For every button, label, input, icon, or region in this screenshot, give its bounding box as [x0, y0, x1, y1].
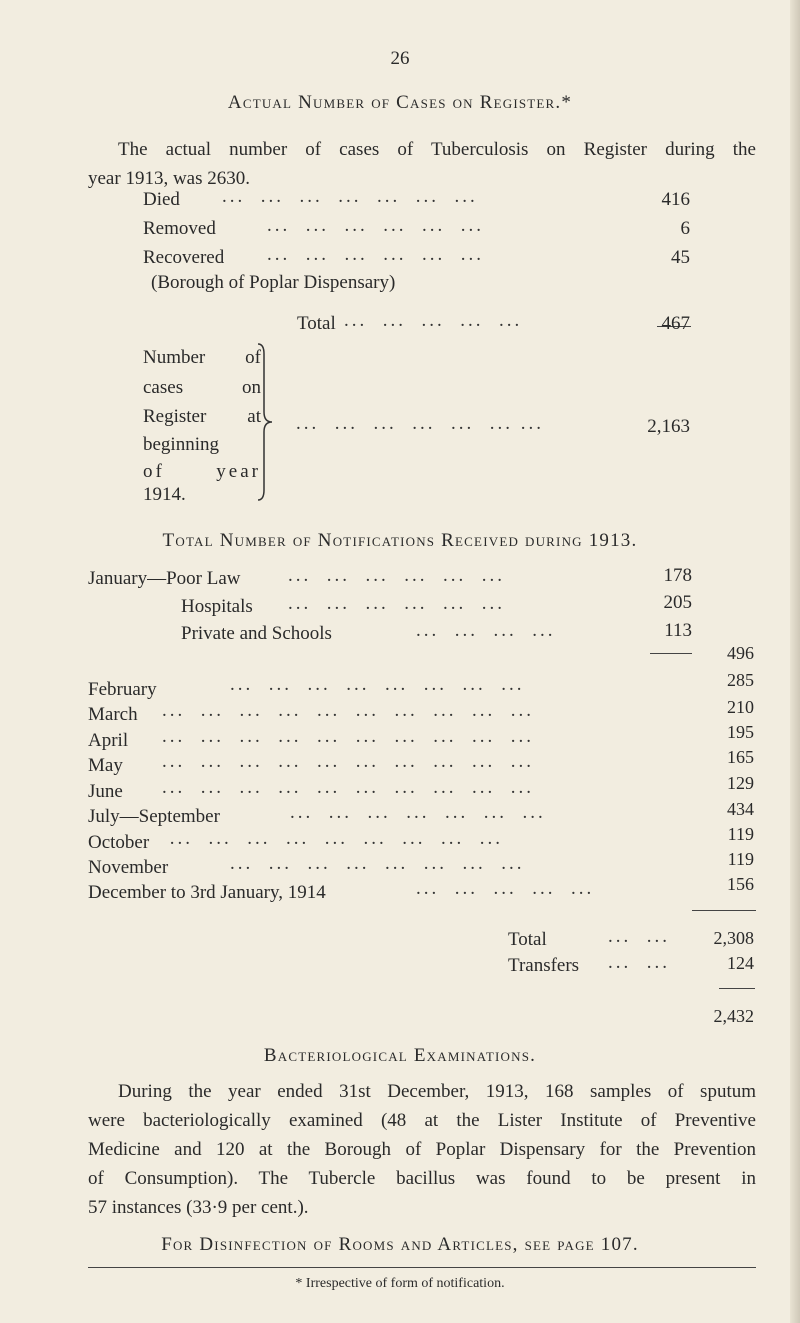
bacteriological-paragraph: During the year ended 31st December, 1913, 168 samples of sputum were bacteriologically examined (48 at the Lister Institute of Preventive Medicine and 120 at the Borough of Poplar Dispensary for the Prevention of Consumption). The Tubercle bacillus was found to be present in 57 instances (33·9 per cent.). [88, 1081, 756, 1218]
section-heading-bacteriological: Bacteriological Examinations. [263, 1045, 537, 1066]
grand-total: 2,432 [713, 1006, 754, 1026]
intro-line-1: The actual number of cases of Tuberculosis on Register during the [118, 139, 756, 160]
page-number: 26 [390, 48, 410, 69]
register-intro [88, 134, 756, 194]
recovered-note: (Borough of Poplar Dispensary) [151, 272, 396, 293]
footnote: * Irrespective of form of notification. [295, 1276, 505, 1291]
section-heading-register: Actual Number of Cases on Register.* [227, 92, 573, 113]
disinfection-note: For Disinfection of Rooms and Articles, see page 107. [161, 1234, 639, 1255]
intro-line-2: year 1913, was 2630. [88, 168, 250, 189]
right-brace-icon [254, 342, 278, 502]
section-heading-notifications: Total Number of Notifications Received during 1913. [162, 530, 638, 551]
page-edge [790, 0, 800, 1323]
footnote-rule [88, 1267, 756, 1268]
transfers-rule [719, 988, 755, 989]
january-rule [650, 653, 692, 654]
months-total-rule [692, 910, 756, 911]
